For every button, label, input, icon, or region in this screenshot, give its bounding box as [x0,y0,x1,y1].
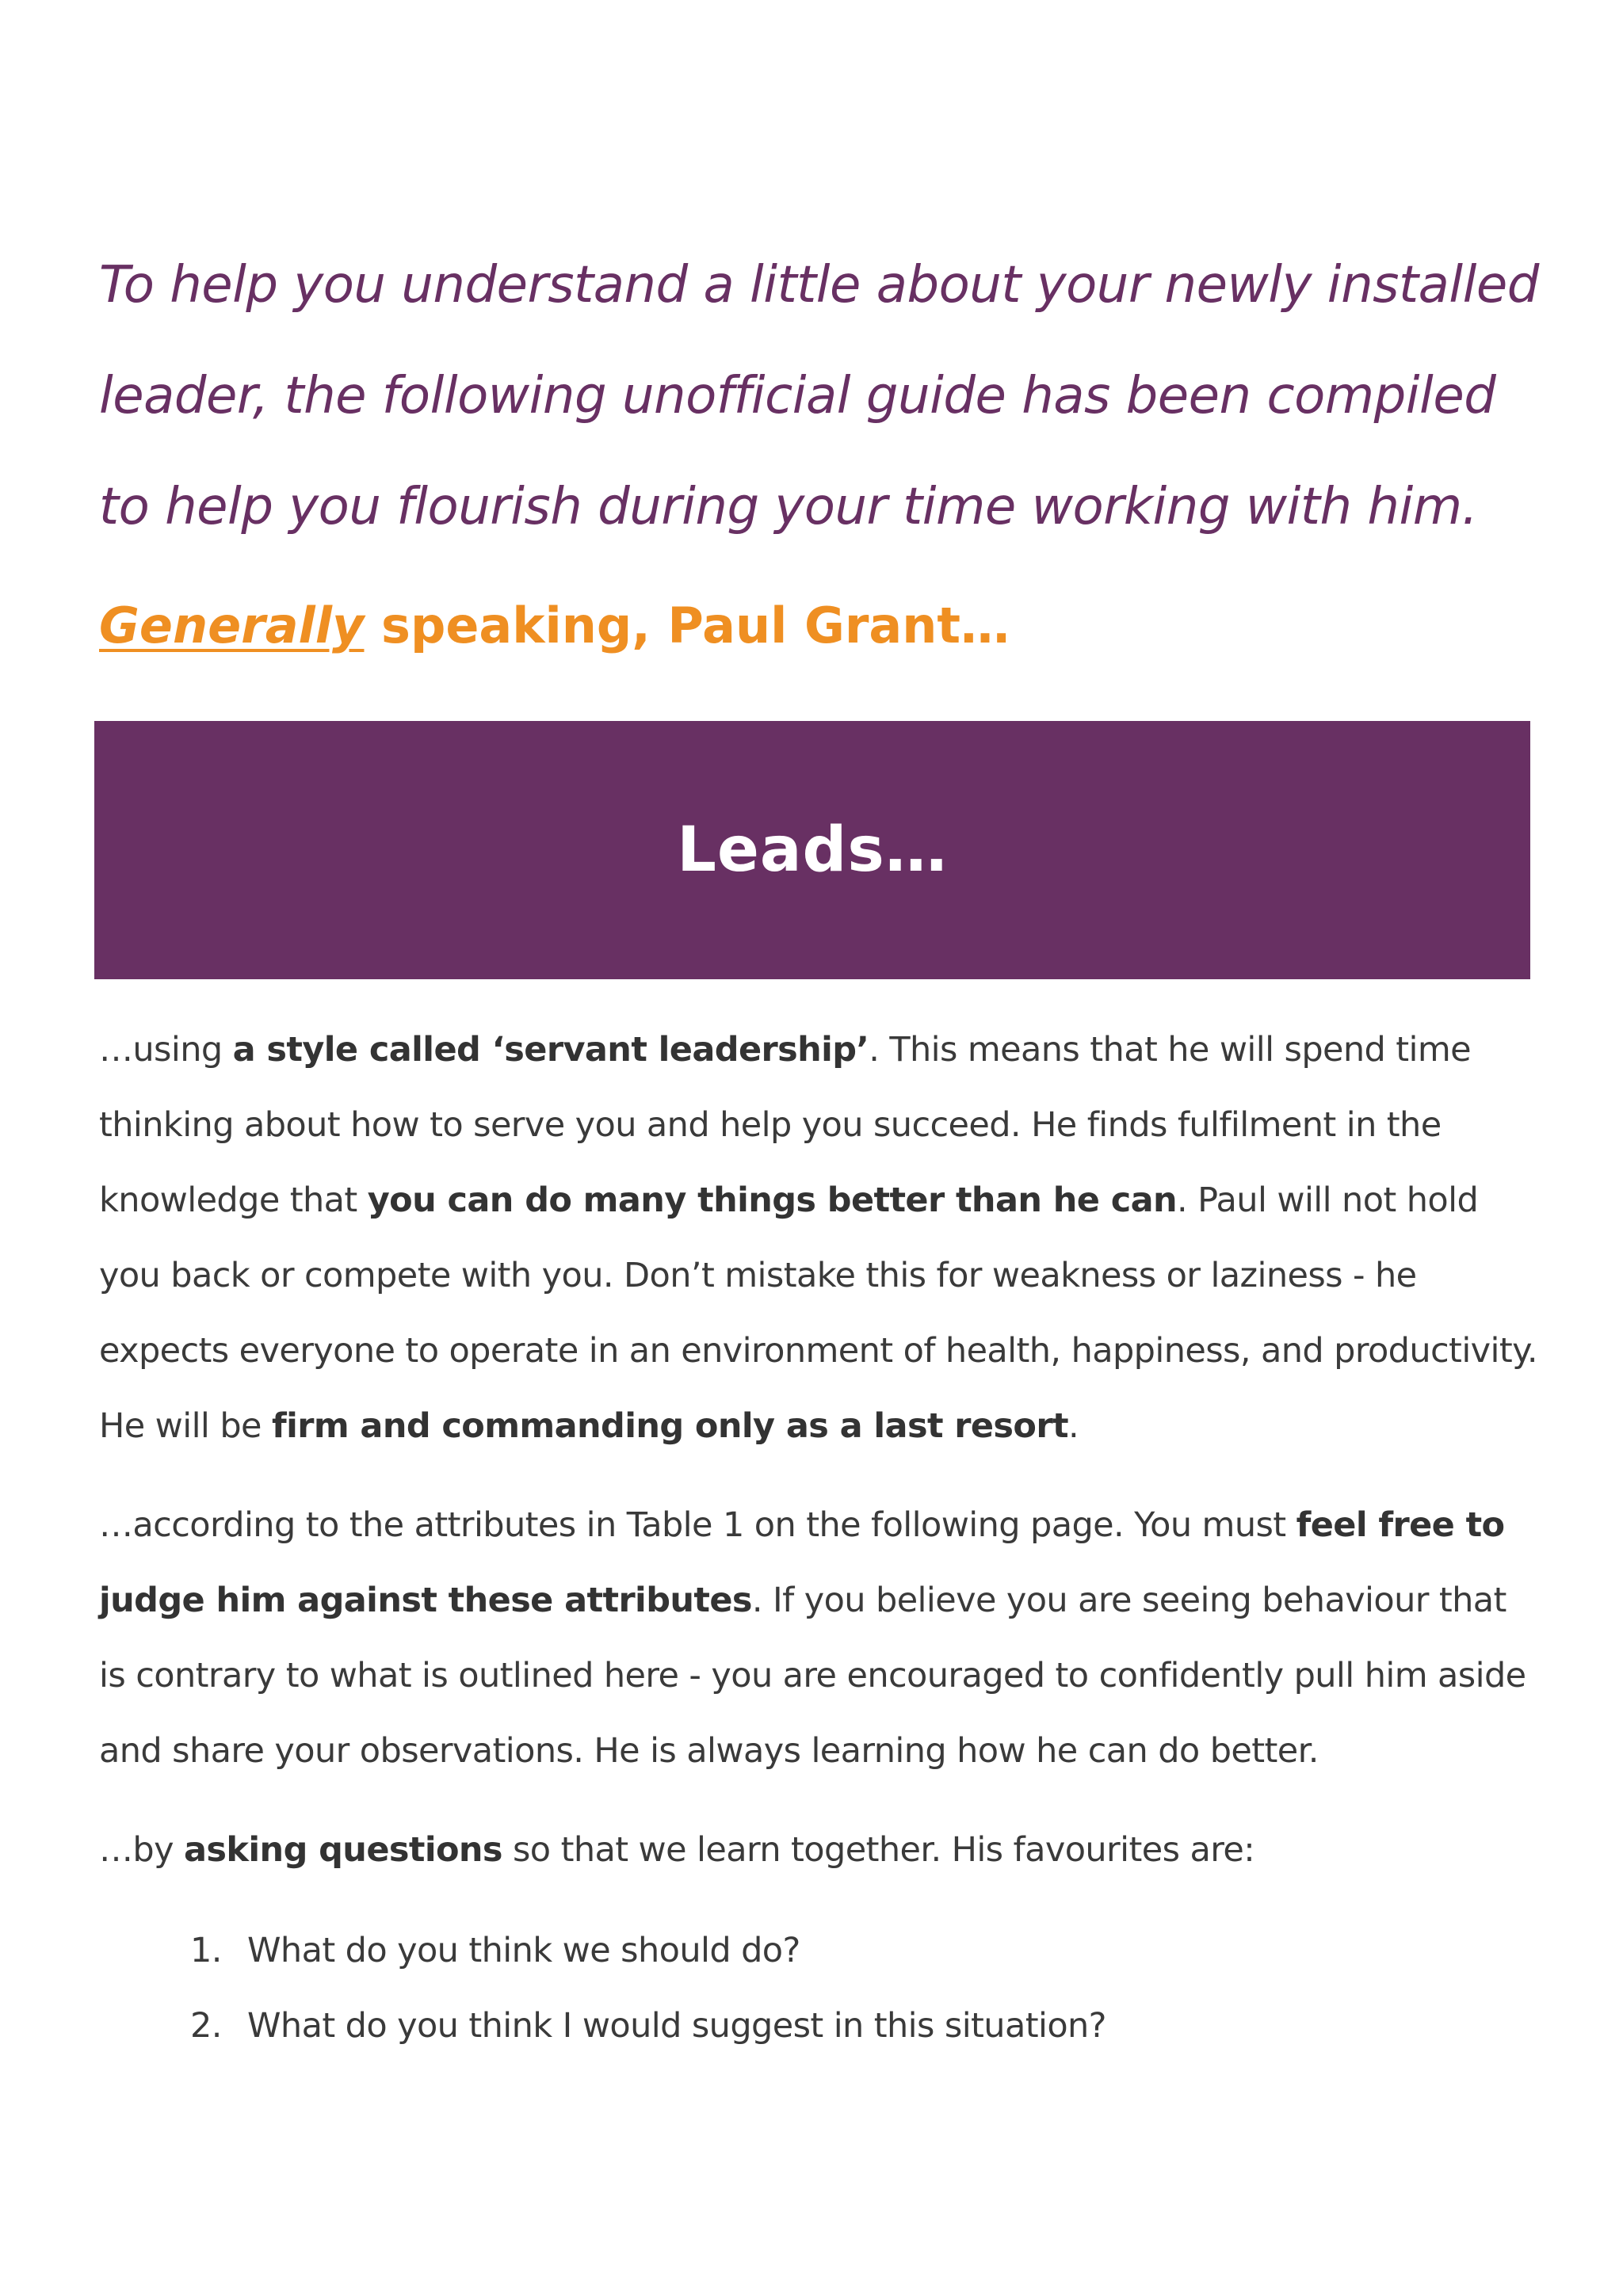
list-item-text: What do you think I would suggest in this situation? [247,2006,1106,2046]
intro-paragraph: To help you understand a little about your newly installed leader, the following unofficial guide has been compiled to help you flourish during your time working with him. [99,256,1539,536]
subheading [99,586,1010,666]
text-run: . If you believe you are seeing behaviour that is contrary to what is outlined here - you are encouraged to confidently pull him aside and share your observations. He is always learning how he can do better. [99,1581,1526,1771]
bold-text: a style called ‘servant leadership’ [232,1030,869,1070]
paragraph-attributes [99,1488,1541,1789]
text-run: so that we learn together. His favourites are: [502,1830,1255,1870]
banner-title: Leads… [677,814,948,886]
questions-list [190,1913,1106,2064]
bold-text: feel free to judge him against these attributes [99,1505,1505,1620]
list-item [190,1989,1106,2064]
bold-text: firm and commanding only as a last resort [271,1406,1068,1446]
text-run: …by [99,1830,185,1870]
bold-text: asking questions [184,1830,502,1870]
subheading-rest: speaking, Paul Grant… [364,597,1010,654]
text-run: …according to the attributes in Table 1 on the following page. You must [99,1505,1296,1545]
list-item [190,1913,1106,1989]
text-run: He will be [99,1406,272,1446]
list-item-text: What do you think we should do? [247,1931,800,1970]
subheading-emphasis: Generally [99,597,365,654]
paragraph-questions [99,1813,1541,1888]
section-banner [94,721,1530,979]
text-run: . This means that he will spend time thinking about how to serve you and help you succeed. He finds fulfilment in the knowledge that [99,1030,1472,1220]
paragraph-servant-leadership [99,1013,1541,1464]
bold-text: you can do many things better than he can [367,1180,1178,1220]
text-run: …using [99,1030,233,1070]
list-number: 1. [190,1931,222,1970]
list-number: 2. [190,2006,222,2046]
text-run: . Paul will not hold you back or compete with you. Don’t mistake this for weakness or laziness - he expects everyone to operate in an environment of health, happiness, and productivity. [99,1180,1537,1371]
text-run: . [1067,1406,1079,1446]
